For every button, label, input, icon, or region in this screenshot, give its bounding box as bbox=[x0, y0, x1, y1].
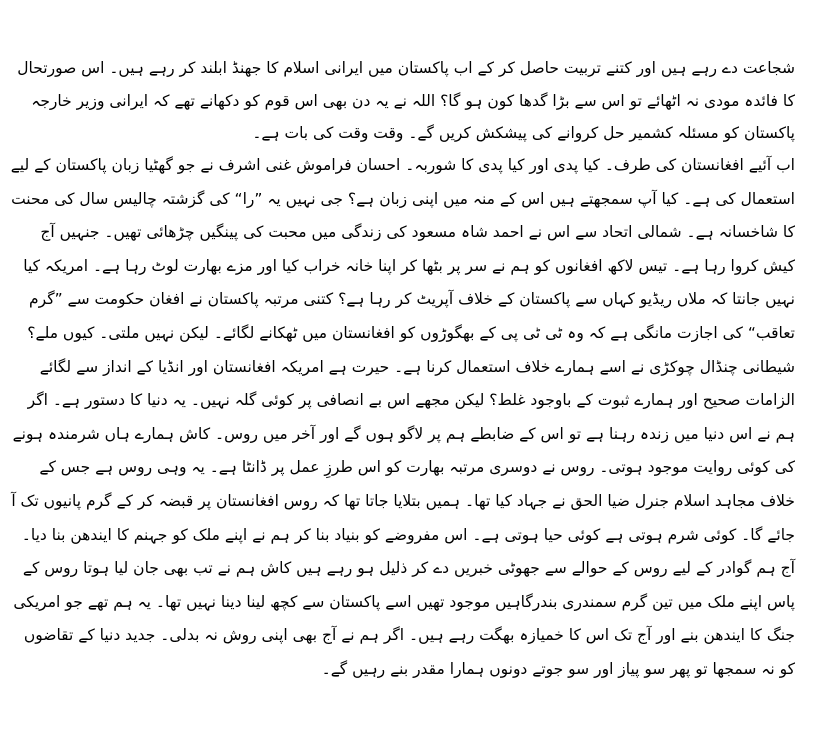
article-paragraph: شجاعت دے رہے ہیں اور کتنے تربیت حاصل کر کے اب پاکستان میں ایرانی اسلام کا جھنڈ ابلند کر رہے ہیں۔ اس صورتحال کا فائدہ مودی نہ اٹھائے تو اس سے بڑا گدھا کون ہو گا؟ اللہ نے یہ دن بھی اس قوم کو دکھانے تھے کہ ایرانی وزیر خارجہ پاکستان کو مسئلہ کشمیر حل کروانے کی پیشکش کریں گے۔ وقت وقت کی بات ہے۔ bbox=[17, 59, 795, 142]
article-paragraph: اب آئیے افغانستان کی طرف۔ کیا پدی اور کیا پدی کا شوربہ۔ احسان فراموش غنی اشرف نے جو گھٹیا زبان پاکستان کے لیے استعمال کی ہے۔ کیا آپ سمجھتے ہیں اس کے منہ میں اپنی زبان ہے؟ جی نہیں یہ ”را“ کی گزشتہ چالیس سال کی محنت کا شاخسانہ ہے۔ شمالی اتحاد سے اس نے احمد شاہ مسعود کی زندگی میں محبت کی پینگیں چڑھائی تھیں۔ جنہیں آج کیش کروا رہا ہے۔ تیس لاکھ افغانوں کو ہم نے سر پر بٹھا کر اپنا خانہ خراب کیا اور مزے بھارت لوٹ رہا ہے۔ امریکہ کیا نہیں جانتا کہ ملاں ریڈیو کہاں سے پاکستان کے خلاف آپریٹ کر رہا ہے؟ کتنی مرتبہ پاکستان نے افغان حکومت سے ”گرم تعاقب“ کی اجازت مانگی ہے کہ وہ ٹی ٹی پی کے بھگوڑوں کو افغانستان میں ٹھکانے لگائے۔ لیکن نہیں ملتی۔ کیوں ملے؟ شیطانی چنڈال چوکڑی نے اسے ہمارے خلاف استعمال کرنا ہے۔ حیرت ہے امریکہ افغانستان اور انڈیا کے انداز سے لگائے الزامات صحیح اور ہمارے ثبوت کے باوجود غلط؟ لیکن مجھے اس بے انصافی پر کوئی گلہ نہیں۔ یہ دنیا کا دستور ہے۔ اگر ہم نے اس دنیا میں زندہ رہنا ہے تو اس کے ضابطے ہم پر لاگو ہوں گے اور آخر میں روس۔ کاش ہمارے ہاں شرمندہ ہونے کی کوئی روایت موجود ہوتی۔ روس نے دوسری مرتبہ بھارت کو اس طرزِ عمل پر ڈانٹا ہے۔ یہ وہی روس ہے جس کے خلاف مجاہد اسلام جنرل ضیا الحق نے جہاد کیا تھا۔ ہمیں بتلایا جاتا تھا کہ روس افغانستان پر قبضہ کر کے گرم پانیوں تک آ جائے گا۔ کوئی شرم ہوتی ہے کوئی حیا ہوتی ہے۔ اس مفروضے کو بنیاد بنا کر ہم نے اپنے ملک کو جہنم کا ایندھن بنا دیا۔ آج ہم گوادر کے لیے روس کے حوالے سے جھوٹی خبریں دے کر ذلیل ہو رہے ہیں کاش ہم نے تب بھی جان لیا ہوتا روس کے پاس اپنے ملک میں تین گرم سمندری بندرگاہیں موجود تھیں اسے پاکستان سے کچھ لینا دینا نہیں تھا۔ یہ ہم تھے جو امریکی جنگ کا ایندھن بنے اور آج تک اس کا خمیازہ بھگت رہے ہیں۔ اگر ہم نے آج بھی اپنی روش نہ بدلی۔ جدید دنیا کے تقاضوں کو نہ سمجھا تو پھر سو پیاز اور سو جوتے دونوں ہمارا مقدر بنے رہیں گے۔ bbox=[10, 156, 795, 678]
article-body bbox=[10, 52, 795, 687]
